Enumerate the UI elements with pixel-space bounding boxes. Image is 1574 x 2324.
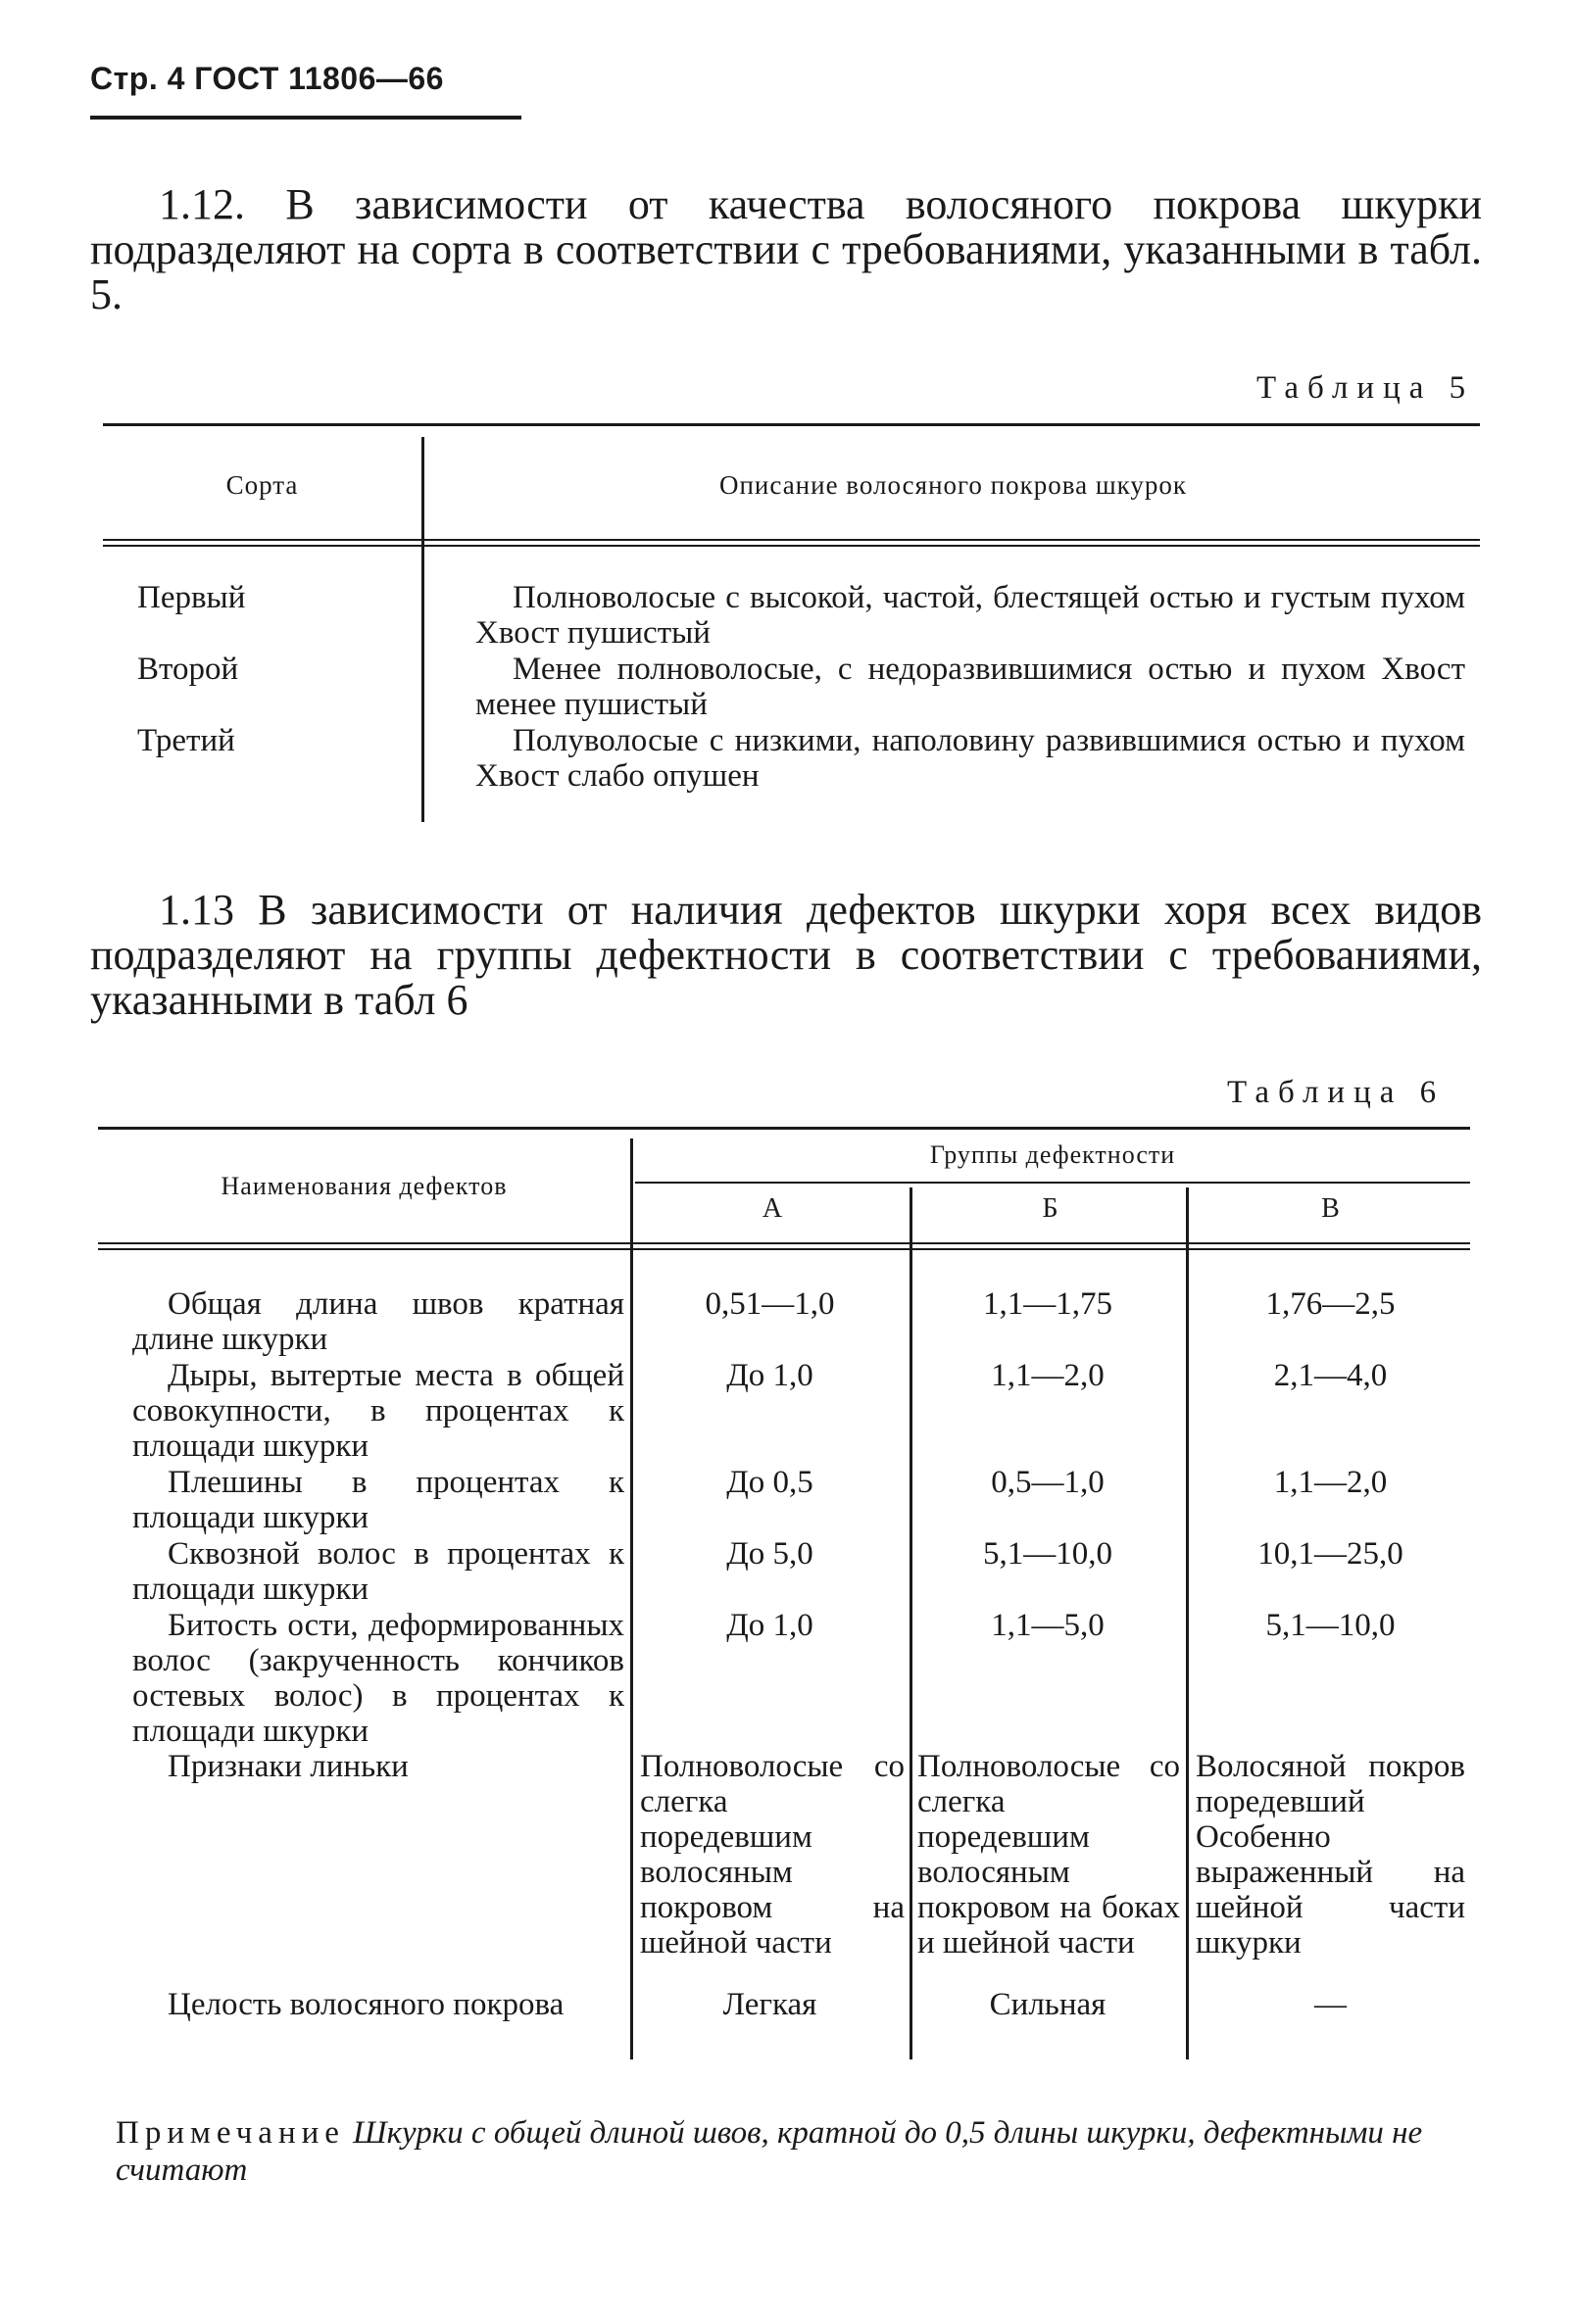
table-6-header-group-a: А [762,1193,783,1224]
table-6-defect-name [132,1749,624,1784]
table-6-group-a-cell: Полноволосые со слегка поредевшим волосяным покровом на шейной части [640,1749,905,1961]
table-6-group-b-cell: 1,1—5,0 [991,1608,1105,1643]
table-5-grade-cell: Второй [137,652,239,687]
table-6-group-c-cell: 1,1—2,0 [1273,1465,1388,1500]
table-6-defect-name-text: Признаки линьки [168,1749,409,1784]
table-6-group-a-cell: До 1,0 [726,1608,813,1643]
table-6 [98,1127,1470,2062]
table-6-group-c-cell: — [1314,1987,1347,2022]
table-5-column-divider [421,437,424,822]
paragraph-1-13-text: 1.13 В зависимости от наличия дефектов шкурки хоря всех видов подразделяют на группы дефектности в соответствии с требованиями, указанными в табл 6 [90,886,1482,1024]
running-head-rule [90,116,521,120]
table-6-defect-name [132,1536,624,1607]
table-6-group-b-cell: 5,1—10,0 [983,1536,1112,1572]
table-5-description-cell [475,652,1465,722]
table-5-top-rule [103,423,1480,426]
table-6-group-a-cell: До 5,0 [726,1536,813,1572]
paragraph-1-12 [90,182,1482,317]
table-5-description-text: Полуволосые с низкими, наполовину развившимися остью и пухом Хвост слабо опушен [475,723,1465,794]
table-6-group-c-cell: Волосяной покров поредевший Особенно выраженный на шейной части шкурки [1196,1749,1465,1961]
table-6-group-c-cell: 5,1—10,0 [1265,1608,1396,1643]
table-6-column-divider [910,1187,912,2059]
table-5-description-cell [475,580,1465,651]
table-6-defect-name-text: Сквозной волос в процентах к площади шкурки [132,1536,624,1607]
note-text: Шкурки с общей длиной швов, кратной до 0,5 длины шкурки, дефектными не считают [116,2115,1423,2188]
table-5-grade-cell: Первый [137,580,246,615]
table-5-description-text: Менее полноволосые, с недоразвившимися остью и пухом Хвост менее пушистый [475,652,1465,722]
table-5-caption: Таблица 5 [1256,370,1475,406]
table-6-header-group-c: В [1321,1193,1340,1224]
table-5-header-grade: Сорта [225,470,299,500]
table-6-defect-name-text: Битость ости, деформированных волос (закрученность кончиков остевых волос) в процентах к площади шкурки [132,1608,624,1749]
table-5-grade-cell: Третий [137,723,235,758]
table-5-header-description: Описание волосяного покрова шкурок [718,470,1188,500]
table-6-group-b-cell: 0,5—1,0 [991,1465,1105,1500]
table-6-top-rule [98,1127,1470,1130]
table-6-defect-name-text: Дыры, вытертые места в общей совокупности, в процентах к площади шкурки [132,1358,624,1464]
table-6-column-divider [1186,1187,1189,2059]
table-note [116,2114,1478,2189]
table-6-group-a-cell: 0,51—1,0 [705,1286,835,1322]
table-5 [103,423,1480,825]
table-6-header-name: Наименования дефектов [221,1172,508,1200]
table-6-caption: Таблица 6 [1227,1075,1446,1110]
table-6-group-a-cell: До 0,5 [726,1465,813,1500]
table-6-group-c-cell: 1,76—2,5 [1265,1286,1396,1322]
table-6-defect-name-text: Целость волосяного покрова [168,1987,565,2022]
table-6-column-divider [630,1138,633,2059]
table-6-defect-name-text: Общая длина швов кратная длине шкурки [132,1286,624,1357]
table-6-defect-name [132,1465,624,1535]
table-5-header-rule [103,539,1480,541]
table-6-defect-name [132,1608,624,1749]
running-head: Стр. 4 ГОСТ 11806—66 [90,61,444,96]
table-6-group-a-cell: До 1,0 [726,1358,813,1393]
table-5-header-rule-double [103,545,1480,547]
table-6-group-b-cell: Полноволосые со слегка поредевшим волосяным покровом на боках и шейной части [917,1749,1180,1961]
table-6-group-b-cell: 1,1—1,75 [983,1286,1112,1322]
table-6-group-a-cell: Легкая [722,1987,817,2022]
table-6-group-b-cell: Сильная [989,1987,1107,2022]
paragraph-1-12-text: 1.12. В зависимости от качества волосяного покрова шкурки подразделяют на сорта в соответствии с требованиями, указанными в табл. 5. [90,180,1482,318]
table-6-group-c-cell: 2,1—4,0 [1273,1358,1388,1393]
table-5-description-cell [475,723,1465,794]
table-6-defect-name [132,1286,624,1357]
table-6-defect-name [132,1987,624,2022]
table-6-header-rule-double [98,1248,1470,1250]
table-6-defect-name-text: Плешины в процентах к площади шкурки [132,1465,624,1535]
table-6-header-rule [98,1242,1470,1244]
note-label: Примечание [116,2115,345,2151]
table-6-subheader-rule [635,1182,1470,1184]
table-6-header-group-b: Б [1042,1193,1058,1224]
table-5-description-text: Полноволосые с высокой, частой, блестящей остью и густым пухом Хвост пушистый [475,580,1465,651]
table-6-defect-name [132,1358,624,1464]
table-6-group-c-cell: 10,1—25,0 [1257,1536,1403,1572]
paragraph-1-13 [90,888,1482,1023]
table-6-group-b-cell: 1,1—2,0 [991,1358,1105,1393]
table-6-header-groups: Группы дефектности [929,1140,1176,1169]
